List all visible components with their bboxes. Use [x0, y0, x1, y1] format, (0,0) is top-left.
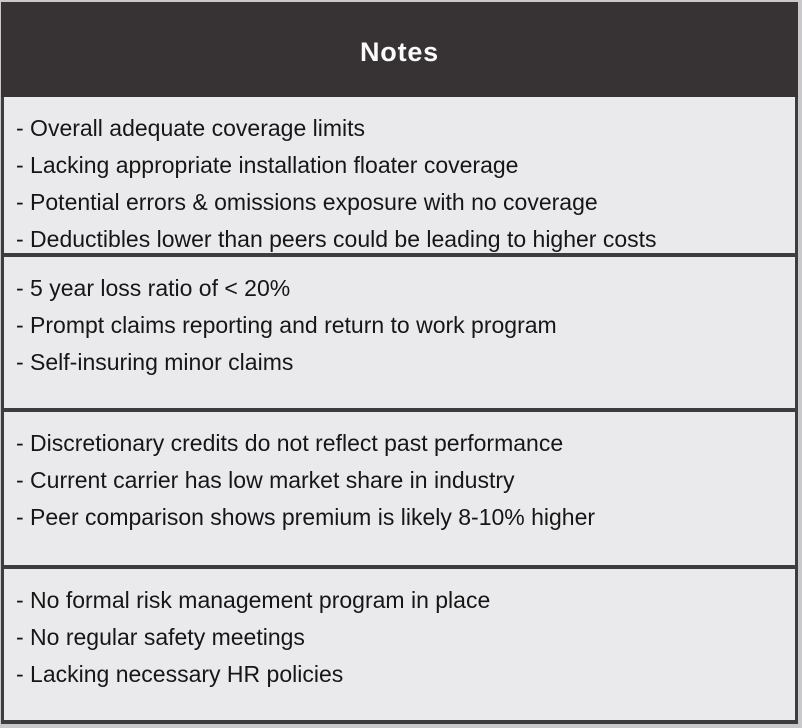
note-line: - Self-insuring minor claims — [16, 349, 294, 375]
notes-section — [4, 253, 795, 408]
note-line: - Prompt claims reporting and return to work program — [16, 312, 557, 338]
note-line: - 5 year loss ratio of < 20% — [16, 275, 291, 301]
notes-section — [4, 97, 795, 253]
notes-section — [4, 565, 795, 720]
note-line: - Potential errors & omissions exposure with no coverage — [16, 189, 598, 215]
notes-section — [4, 408, 795, 565]
note-line: - Deductibles lower than peers could be leading to higher costs — [16, 226, 657, 252]
note-line: - No regular safety meetings — [16, 624, 305, 650]
note-line: - Lacking necessary HR policies — [16, 661, 344, 687]
notes-table-inner — [1, 2, 798, 724]
page-title: Notes — [359, 37, 439, 67]
note-line: - Lacking appropriate installation floater coverage — [16, 152, 519, 178]
note-line: - Overall adequate coverage limits — [16, 115, 365, 141]
note-line: - Peer comparison shows premium is likely 8-10% higher — [16, 504, 596, 530]
note-line: - Discretionary credits do not reflect past performance — [16, 430, 564, 456]
sections-container — [1, 97, 798, 724]
note-line: - No formal risk management program in place — [16, 587, 491, 613]
table-header — [1, 2, 798, 97]
note-line: - Current carrier has low market share in industry — [16, 467, 515, 493]
